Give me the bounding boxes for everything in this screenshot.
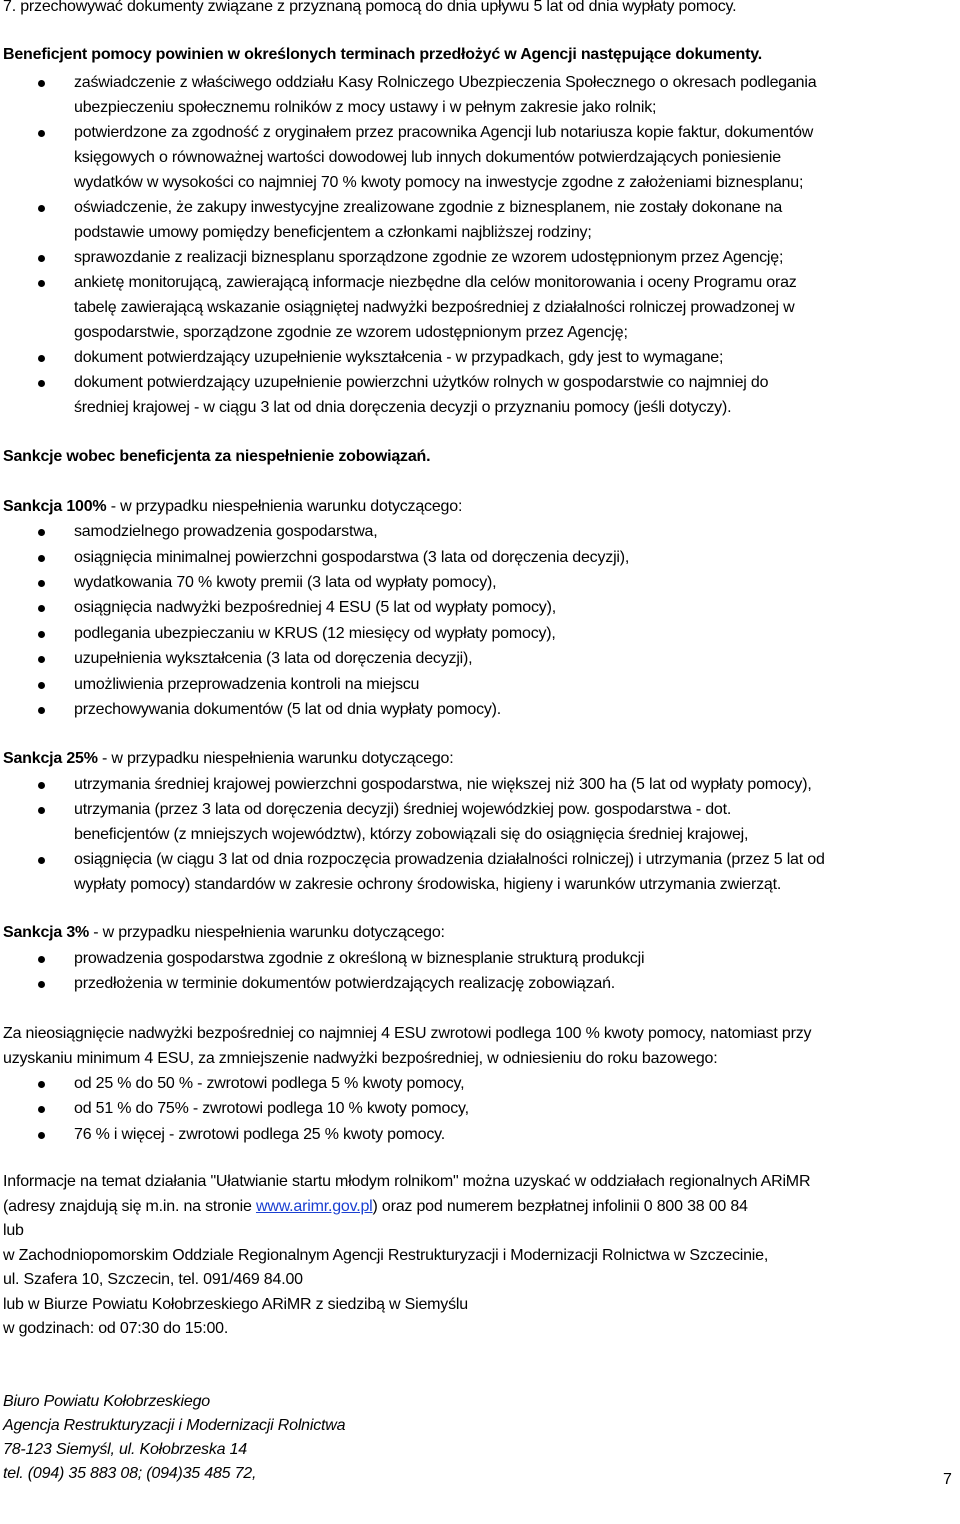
- bullet: [38, 80, 45, 87]
- sanction-3-label: Sankcja 3%: [3, 924, 90, 941]
- sanction-25-item: utrzymania (przez 3 lata od doręczenia decyzji) średniej wojewódzkiej pow. gospodarstwa - dot.: [74, 801, 732, 818]
- info-line-6: lub w Biurze Powiatu Kołobrzeskiego ARiMR z siedzibą w Siemyślu: [3, 1296, 468, 1313]
- esu-item: od 25 % do 50 % - zwrotowi podlega 5 % kwoty pomocy,: [74, 1075, 465, 1092]
- bullet: [38, 1081, 45, 1088]
- sanction-25-item: osiągnięcia (w ciągu 3 lat od dnia rozpoczęcia prowadzenia działalności rolniczej) i utrzymania (przez 5 lat od: [74, 851, 825, 868]
- item-7-text: 7. przechowywać dokumenty związane z przyznaną pomocą do dnia upływu 5 lat od dnia wypłaty pomocy.: [3, 0, 737, 15]
- doc-item-3-line-1: oświadczenie, że zakupy inwestycyjne zrealizowane zgodnie z biznesplanem, nie zostały dokonane na: [74, 199, 783, 216]
- bullet: [38, 807, 45, 814]
- arimr-website-link[interactable]: www.arimr.gov.pl: [255, 1198, 373, 1215]
- bullet: [38, 280, 45, 287]
- sanction-25-rest: - w przypadku niespełnienia warunku dotyczącego:: [97, 750, 454, 767]
- info-line-1: Informacje na temat działania "Ułatwianie startu młodym rolnikom" można uzyskać w oddziałach regionalnych ARiMR: [3, 1173, 811, 1190]
- bullet: [38, 682, 45, 689]
- bullet: [38, 255, 45, 262]
- sanction-100-item: przechowywania dokumentów (5 lat od dnia wypłaty pomocy).: [74, 701, 502, 718]
- sanction-100-item: umożliwienia przeprowadzenia kontroli na miejscu: [74, 676, 420, 693]
- bullet: [38, 981, 45, 988]
- bullet: [38, 529, 45, 536]
- bullet: [38, 555, 45, 562]
- page-number: 7: [943, 1471, 952, 1488]
- info-line-2: [3, 1197, 748, 1217]
- sanction-3-item: prowadzenia gospodarstwa zgodnie z określoną w biznesplanie strukturą produkcji: [74, 950, 645, 967]
- bullet: [38, 1106, 45, 1113]
- info-line-2-after: ) oraz pod numerem bezpłatnej infolinii 0 800 38 00 84: [372, 1198, 748, 1215]
- bullet: [38, 857, 45, 864]
- info-line-4: w Zachodniopomorskim Oddziale Regionalnym Agencji Restrukturyzacji i Modernizacji Rolnictwa w Szczecinie,: [3, 1247, 769, 1264]
- sanction-100-rest: - w przypadku niespełnienia warunku dotyczącego:: [106, 498, 463, 515]
- doc-item-7-line-2: średniej krajowej - w ciągu 3 lat od dnia doręczenia decyzji o przyznaniu pomocy (jeśli dotyczy).: [74, 399, 732, 416]
- doc-item-5-line-2: tabelę zawierającą wskazanie osiągniętej nadwyżki bezpośredniej z działalności rolniczej prowadzonej w: [74, 299, 795, 316]
- esu-item: 76 % i więcej - zwrotowi podlega 25 % kwoty pomocy.: [74, 1126, 446, 1143]
- esu-item: od 51 % do 75% - zwrotowi podlega 10 % kwoty pomocy,: [74, 1100, 469, 1117]
- info-line-3: lub: [3, 1222, 24, 1239]
- sanction-3-heading: [3, 923, 445, 943]
- doc-item-5-line-1: ankietę monitorującą, zawierającą informacje niezbędne dla celów monitorowania i oceny Programu oraz: [74, 274, 797, 291]
- documents-heading: Beneficjent pomocy powinien w określonych terminach przedłożyć w Agencji następujące dokumenty.: [3, 46, 762, 63]
- sanction-3-item: przedłożenia w terminie dokumentów potwierdzających realizację zobowiązań.: [74, 975, 616, 992]
- bullet: [38, 605, 45, 612]
- sanction-25-label: Sankcja 25%: [3, 750, 98, 767]
- bullet: [38, 205, 45, 212]
- sanction-25-item: utrzymania średniej krajowej powierzchni gospodarstwa, nie większej niż 300 ha (5 lat od wypłaty pomocy),: [74, 776, 812, 793]
- sanction-100-item: osiągnięcia nadwyżki bezpośredniej 4 ESU (5 lat od wypłaty pomocy),: [74, 599, 556, 616]
- bullet: [38, 707, 45, 714]
- doc-item-2-line-1: potwierdzone za zgodność z oryginałem przez pracownika Agencji lub notariusza kopie faktur, dokumentów: [74, 124, 814, 141]
- bullet: [38, 631, 45, 638]
- sanctions-heading: Sankcje wobec beneficjenta za niespełnienie zobowiązań.: [3, 448, 431, 465]
- sanction-100-item: osiągnięcia minimalnej powierzchni gospodarstwa (3 lata od doręczenia decyzji),: [74, 549, 630, 566]
- bullet: [38, 1132, 45, 1139]
- info-line-2-before: (adresy znajdują się m.in. na stronie: [3, 1198, 256, 1215]
- sanction-100-item: samodzielnego prowadzenia gospodarstwa,: [74, 523, 378, 540]
- sanction-25-item-cont: wypłaty pomocy) standardów w zakresie ochrony środowiska, higieny i warunków utrzymania zwierząt.: [74, 876, 782, 893]
- doc-item-2-line-3: wydatków w wysokości co najmniej 70 % kwoty pomocy na inwestycje zgodne z założeniami biznesplanu;: [74, 174, 804, 191]
- bullet: [38, 355, 45, 362]
- sanction-100-item: wydatkowania 70 % kwoty premii (3 lata od wypłaty pomocy),: [74, 574, 497, 591]
- footer-agency-name: Agencja Restrukturyzacji i Modernizacji Rolnictwa: [3, 1417, 346, 1434]
- sanction-25-item-cont: beneficjentów (z mniejszych województw), którzy zobowiązali się do osiągnięcia średniej krajowej,: [74, 826, 749, 843]
- sanction-25-heading: [3, 749, 454, 769]
- bullet: [38, 130, 45, 137]
- doc-item-1-line-2: ubezpieczeniu społecznemu rolników z mocy ustawy i w pełnym zakresie jako rolnik;: [74, 99, 657, 116]
- sanction-3-rest: - w przypadku niespełnienia warunku dotyczącego:: [89, 924, 445, 941]
- doc-item-6-line-1: dokument potwierdzający uzupełnienie wykształcenia - w przypadkach, gdy jest to wymagane;: [74, 349, 724, 366]
- doc-item-3-line-2: podstawie umowy pomiędzy beneficjentem a członkami najbliższej rodziny;: [74, 224, 592, 241]
- bullet: [38, 656, 45, 663]
- sanction-100-heading: [3, 497, 462, 517]
- bullet: [38, 580, 45, 587]
- bullet: [38, 956, 45, 963]
- doc-item-5-line-3: gospodarstwie, sporządzone zgodnie ze wzorem udostępnionym przez Agencję;: [74, 324, 628, 341]
- bullet: [38, 782, 45, 789]
- sanction-100-item: podlegania ubezpieczaniu w KRUS (12 miesięcy od wypłaty pomocy),: [74, 625, 556, 642]
- doc-item-2-line-2: księgowych o równoważnej wartości dowodowej lub innych dokumentów potwierdzających poniesienie: [74, 149, 781, 166]
- info-line-5: ul. Szafera 10, Szczecin, tel. 091/469 84.00: [3, 1271, 303, 1288]
- footer-address: 78-123 Siemyśl, ul. Kołobrzeska 14: [3, 1441, 247, 1458]
- esu-paragraph-line-2: uzyskaniu minimum 4 ESU, za zmniejszenie nadwyżki bezpośredniej, w odniesieniu do roku bazowego:: [3, 1050, 718, 1067]
- info-line-7: w godzinach: od 07:30 do 15:00.: [3, 1320, 229, 1337]
- doc-item-7-line-1: dokument potwierdzający uzupełnienie powierzchni użytków rolnych w gospodarstwie co najmniej do: [74, 374, 769, 391]
- sanction-100-label: Sankcja 100%: [3, 498, 107, 515]
- sanction-100-item: uzupełnienia wykształcenia (3 lata od doręczenia decyzji),: [74, 650, 473, 667]
- bullet: [38, 380, 45, 387]
- doc-item-4-line-1: sprawozdanie z realizacji biznesplanu sporządzone zgodnie ze wzorem udostępnionym przez Agencję;: [74, 249, 784, 266]
- footer-phone: tel. (094) 35 883 08; (094)35 485 72,: [3, 1465, 257, 1482]
- doc-item-1-line-1: zaświadczenie z właściwego oddziału Kasy Rolniczego Ubezpieczenia Społecznego o okresach podlegania: [74, 74, 817, 91]
- esu-paragraph-line-1: Za nieosiągnięcie nadwyżki bezpośredniej co najmniej 4 ESU zwrotowi podlega 100 % kwoty pomocy, natomiast przy: [3, 1025, 812, 1042]
- footer-office-name: Biuro Powiatu Kołobrzeskiego: [3, 1393, 210, 1410]
